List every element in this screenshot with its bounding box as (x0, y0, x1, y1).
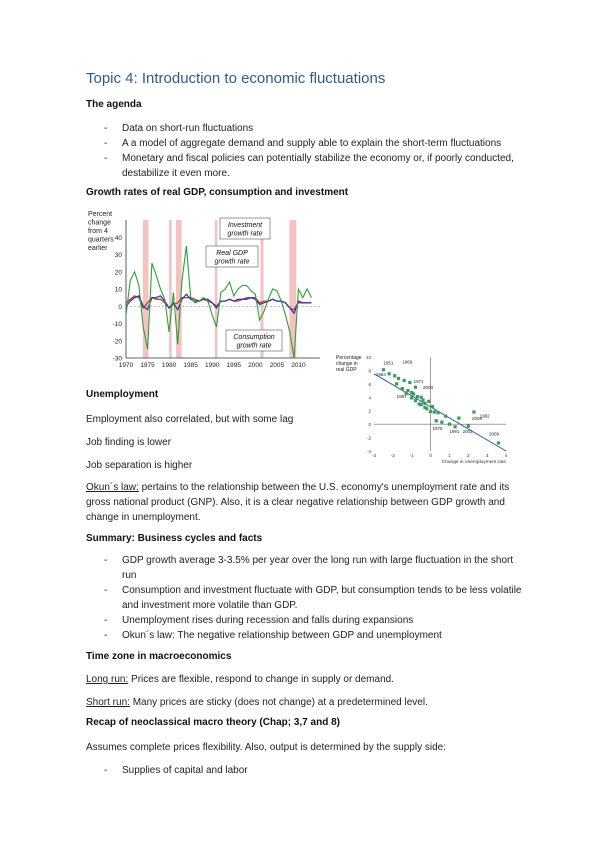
okun-label: Okun´s law: (86, 482, 139, 493)
recap-heading: Recap of neoclassical macro theory (Chap; 3,7 and 8) (86, 717, 340, 728)
short-run-text: Many prices are sticky (does not change) at a predetermined level. (129, 697, 428, 708)
okun-text: pertains to the relationship between the U.S. economy's unemployment rate and its gross national product (GNP). Also, it is a clear negative relationship between GDP growth and change in unemployment. (86, 482, 510, 523)
point-label: 1966 (402, 359, 413, 365)
x-tick-label: 4 (504, 453, 508, 458)
y-axis-label: change (88, 219, 111, 227)
x-tick-label: 3 (485, 453, 489, 458)
scatter-point (427, 400, 430, 403)
scatter-point (437, 411, 440, 414)
y-tick-label: -4 (366, 449, 371, 454)
y-tick-label: -2 (366, 435, 371, 441)
unemployment-heading: Unemployment (86, 389, 159, 400)
list-item: - Monetary and fiscal policies can potentially stabilize the economy or, if poorly conducted, destabilize it even more. (86, 151, 526, 181)
scatter-point (395, 382, 398, 385)
y-tick-label: 0 (118, 303, 122, 311)
x-tick-label: 1 (448, 453, 451, 458)
scatter-point (431, 405, 434, 408)
scatter-point (408, 381, 411, 384)
y-tick-label: -10 (112, 321, 122, 328)
annotation-label: Investment (227, 222, 263, 229)
scatter-point (412, 392, 415, 395)
x-tick-label: 0 (429, 453, 432, 458)
y-tick-label: 4 (368, 395, 371, 401)
annotation-label: growth rate (227, 230, 263, 238)
scatter-point (410, 396, 413, 399)
scatter-point (444, 414, 447, 417)
x-tick-label: 2 (467, 453, 470, 458)
scatter-point (467, 425, 470, 428)
growth-heading: Growth rates of real GDP, consumption and investment (86, 187, 349, 198)
short-run-label: Short run: (86, 697, 130, 708)
scatter-point (414, 399, 417, 402)
point-label: 2001 (462, 428, 473, 434)
scatter-point (433, 410, 436, 413)
long-run-label: Long run: (86, 674, 129, 685)
annotation-label: growth rate (214, 258, 250, 266)
scatter-point (406, 389, 409, 392)
list-item: - Okun´s law: The negative relationship between GDP and unemployment (86, 628, 526, 643)
scatter-point (497, 441, 500, 444)
scatter-point (401, 387, 404, 390)
long-run-line (86, 672, 516, 687)
list-item: - Unemployment rises during recession and falls during expansions (86, 613, 526, 628)
scatter-point (416, 395, 419, 398)
scatter-point (387, 372, 390, 375)
y-tick-label: -30 (112, 355, 122, 363)
recap-list (86, 763, 526, 778)
y-tick-label: 6 (368, 381, 371, 387)
okun-scatter-chart (334, 351, 514, 465)
scatter-point (472, 410, 475, 413)
scatter-point (435, 419, 438, 422)
x-tick-label: 1980 (161, 362, 177, 369)
long-run-text: Prices are flexible, respond to change in supply or demand. (128, 674, 394, 685)
scatter-point (397, 377, 400, 380)
x-tick-label: 2010 (291, 362, 306, 369)
scatter-point (440, 421, 443, 424)
recession-band (169, 220, 172, 358)
y-tick-label: 8 (368, 368, 371, 374)
point-label: 1951 (383, 360, 394, 366)
agenda-list (86, 121, 526, 181)
scatter-point (423, 402, 426, 405)
x-tick-label: 1975 (140, 362, 155, 369)
list-item: - Consumption and investment fluctuate with GDP, but consumption tends to be less volatile and investment more volatile than GDP. (86, 583, 526, 613)
scatter-point (429, 410, 432, 413)
y-tick-label: 0 (368, 422, 371, 428)
summary-list (86, 553, 526, 643)
x-tick-label: -3 (371, 453, 377, 458)
y-axis-label: change in (336, 361, 358, 367)
okun-paragraph (86, 480, 516, 525)
y-tick-label: 30 (114, 252, 122, 259)
scatter-point (425, 407, 428, 410)
x-tick-label: 1985 (183, 362, 198, 369)
point-label: 1984 (375, 371, 386, 377)
y-tick-label: -20 (112, 338, 122, 346)
scatter-point (393, 374, 396, 377)
unemployment-line: Job separation is higher (86, 460, 193, 471)
scatter-point (420, 403, 423, 406)
unemployment-line: Employment also correlated, but with some lag (86, 414, 294, 425)
page-title: Topic 4: Introduction to economic fluctuations (86, 70, 386, 87)
y-axis-label: Percent (88, 211, 113, 218)
list-item: - Supplies of capital and labor (86, 763, 526, 778)
list-item: - GDP growth average 3-3.5% per year over the long run with large fluctuation in the short run (86, 553, 526, 583)
growth-rates-chart (86, 208, 326, 374)
recession-band (215, 220, 218, 358)
list-item: - Data on short-run fluctuations (86, 121, 526, 136)
annotation-label: growth rate (236, 342, 272, 350)
y-tick-label: 2 (368, 408, 371, 414)
point-label: 1987 (396, 393, 407, 399)
point-label: 1991 (449, 428, 460, 434)
y-axis-label: quarters (88, 236, 114, 244)
scatter-point (457, 417, 460, 420)
y-axis-label: earlier (88, 245, 108, 252)
annotation-label: Real GDP (216, 250, 248, 257)
x-tick-label: 1995 (226, 362, 242, 369)
annotation-label: Consumption (233, 334, 275, 341)
x-tick-label: -2 (390, 453, 395, 458)
time-zone-heading: Time zone in macroeconomics (86, 651, 232, 662)
scatter-point (403, 379, 406, 382)
y-axis-label: from 4 (88, 228, 108, 235)
x-tick-label: 2005 (269, 362, 285, 369)
scatter-point (414, 386, 417, 389)
point-label: 2003 (423, 385, 434, 391)
y-tick-label: 10 (365, 355, 371, 360)
point-label: 1982 (479, 413, 490, 419)
y-axis-label: real GDP (336, 367, 357, 373)
x-tick-label: 1990 (204, 362, 220, 369)
y-tick-label: 10 (114, 286, 122, 294)
short-run-line (86, 695, 516, 710)
scatter-point (421, 398, 424, 401)
y-tick-label: 20 (114, 269, 122, 277)
x-tick-label: 1970 (118, 362, 134, 369)
point-label: 2008 (472, 416, 483, 422)
scatter-point (448, 423, 451, 426)
y-tick-label: 40 (114, 234, 122, 242)
point-label: 2009 (489, 431, 500, 437)
summary-heading: Summary: Business cycles and facts (86, 533, 263, 544)
unemployment-line: Job finding is lower (86, 437, 172, 448)
point-label: 1971 (413, 379, 424, 385)
x-tick-label: -1 (409, 453, 414, 458)
recap-text: Assumes complete prices flexibility. Also, output is determined by the supply side: (86, 742, 446, 753)
x-tick-label: 2000 (248, 362, 263, 369)
list-item: - A a model of aggregate demand and supply able to explain the short-term fluctuations (86, 136, 526, 151)
point-label: 1975 (432, 426, 443, 432)
x-axis-label: Change in unemployment rate (441, 460, 506, 465)
y-axis-label: Percentage (336, 355, 362, 361)
agenda-heading: The agenda (86, 99, 142, 110)
